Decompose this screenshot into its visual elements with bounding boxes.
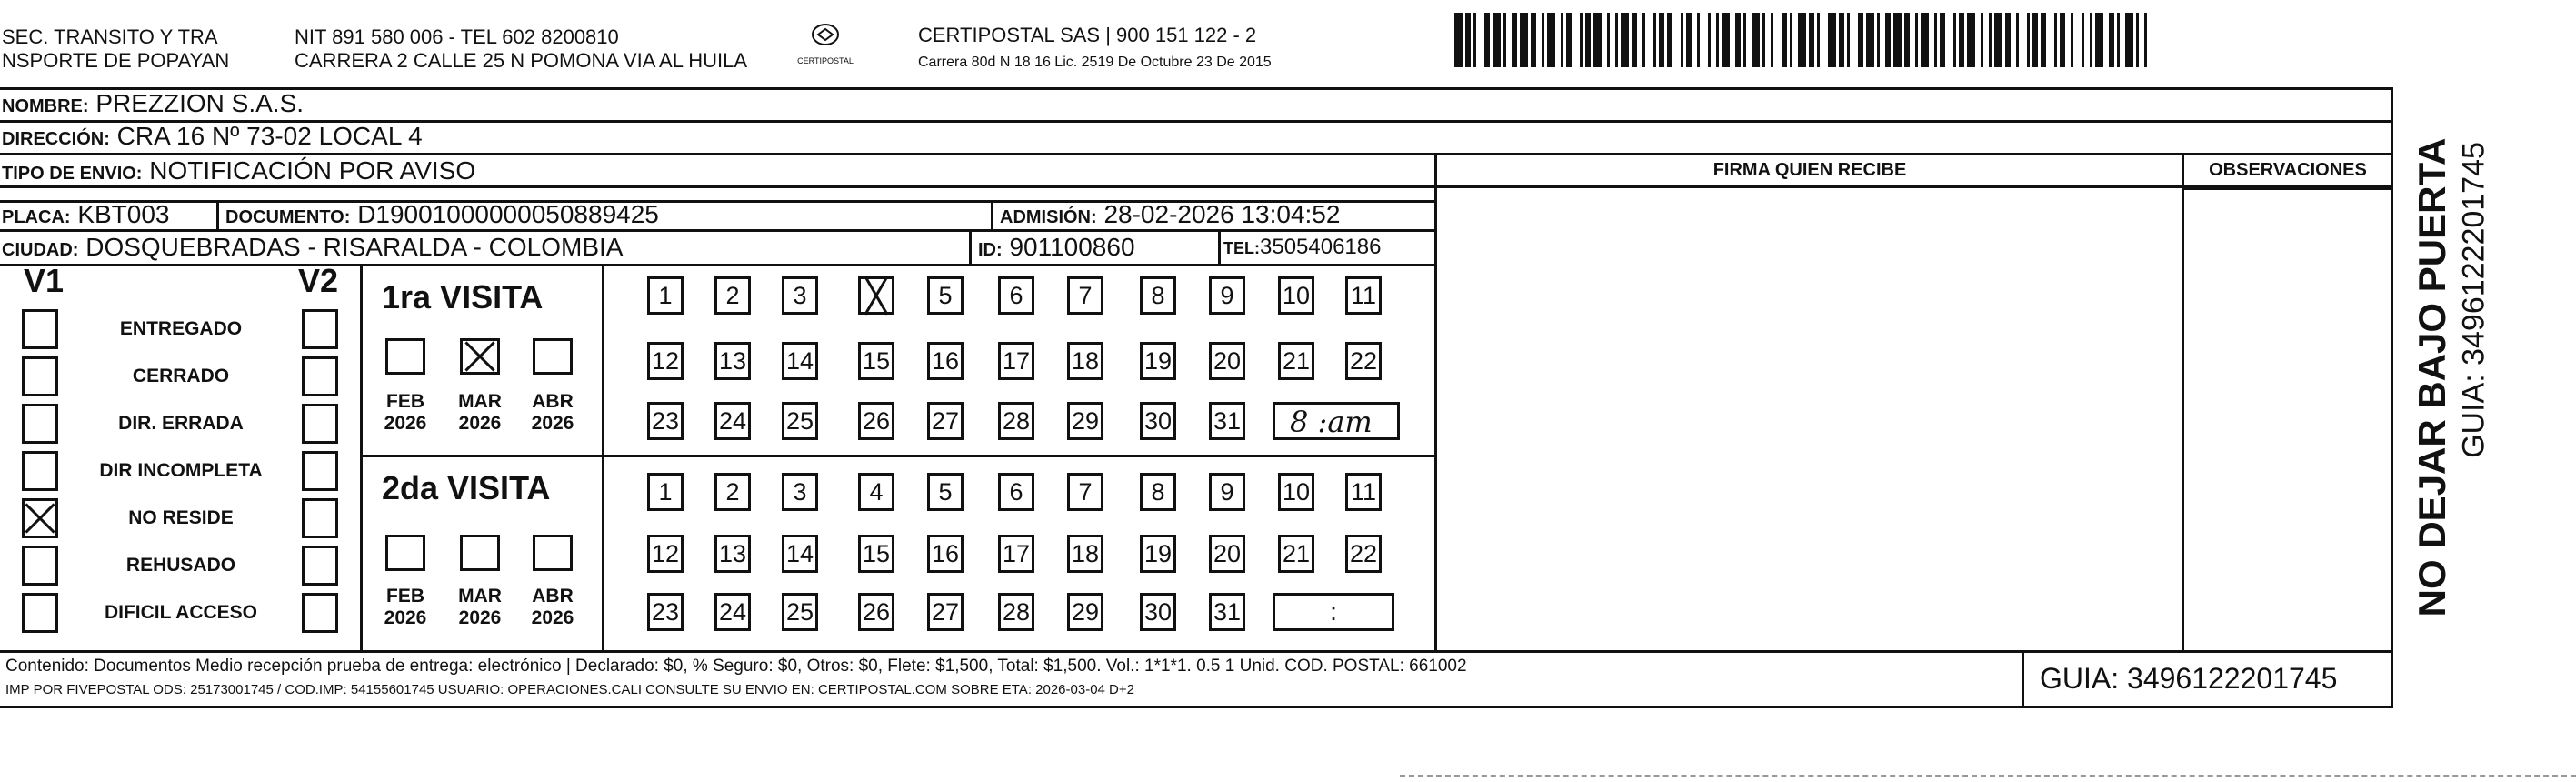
visit2-day-5[interactable]: 5 [927, 473, 964, 511]
visit-grid-left [602, 264, 604, 652]
nombre-value: PREZZION S.A.S. [95, 89, 305, 117]
v2-checkbox-0[interactable] [302, 309, 338, 349]
status-label: REHUSADO [125, 555, 236, 576]
v1-header: V1 [24, 262, 65, 299]
visit1-day-2[interactable]: 2 [714, 276, 751, 315]
carrier-name: CERTIPOSTAL SAS | 900 151 122 - 2 [918, 24, 1257, 46]
visit1-month-checkbox-mar[interactable] [460, 338, 500, 375]
visit1-day-15[interactable]: 15 [858, 342, 894, 380]
visit1-day-21[interactable]: 21 [1278, 342, 1314, 380]
documento-value: D19001000000050889425 [357, 200, 659, 228]
visit2-day-11[interactable]: 11 [1345, 473, 1382, 511]
sender-name-line1: SEC. TRANSITO Y TRA [2, 25, 218, 48]
visit1-time-box[interactable] [1273, 402, 1400, 440]
v1-checkbox-1[interactable] [22, 356, 58, 396]
guia-footer-divider [2022, 650, 2024, 707]
visit2-day-8[interactable]: 8 [1140, 473, 1176, 511]
visit1-month-checkbox-feb[interactable] [385, 338, 425, 375]
visit2-day-17[interactable]: 17 [998, 535, 1034, 573]
visit1-day-28[interactable]: 28 [998, 402, 1034, 440]
visit1-month-label [378, 391, 433, 435]
footer-guia: GUIA: 3496122201745 [2040, 662, 2338, 695]
visit2-day-18[interactable]: 18 [1067, 535, 1103, 573]
id-value: 901100860 [1009, 233, 1135, 261]
visit2-day-4[interactable]: 4 [858, 473, 894, 511]
ciudad-field [2, 233, 623, 265]
v2-checkbox-5[interactable] [302, 546, 338, 586]
direccion-label: DIRECCIÓN: [2, 129, 110, 149]
frame-bottom [0, 706, 2392, 708]
visit2-day-6[interactable]: 6 [998, 473, 1034, 511]
barcode [1454, 13, 2163, 67]
admision-label: ADMISIÓN: [1000, 207, 1097, 227]
frame-top [0, 87, 2392, 90]
visit2-day-29[interactable]: 29 [1067, 593, 1103, 631]
nombre-row [2, 89, 304, 121]
v2-checkbox-2[interactable] [302, 404, 338, 444]
visit1-day-1[interactable]: 1 [647, 276, 684, 315]
visit2-day-13[interactable]: 13 [714, 535, 751, 573]
visit1-month-checkbox-abr[interactable] [533, 338, 573, 375]
visit1-day-17[interactable]: 17 [998, 342, 1034, 380]
v2-checkbox-6[interactable] [302, 593, 338, 633]
visit1-day-30[interactable]: 30 [1140, 402, 1176, 440]
v1-checkbox-5[interactable] [22, 546, 58, 586]
visit2-day-28[interactable]: 28 [998, 593, 1034, 631]
visit2-time: : [1330, 597, 1337, 626]
month-year: 2026 [531, 607, 574, 628]
tel-value: 3505406186 [1260, 235, 1382, 259]
visit1-day-20[interactable]: 20 [1209, 342, 1245, 380]
firma-left [1434, 153, 1437, 652]
month-name: ABR [532, 391, 574, 412]
obs-header-line [2183, 187, 2392, 190]
visit1-day-12[interactable]: 12 [647, 342, 684, 380]
placa-value: KBT003 [77, 200, 170, 228]
status-label: DIR INCOMPLETA [99, 460, 263, 481]
visit2-day-3[interactable]: 3 [782, 473, 818, 511]
certipostal-logo [796, 18, 854, 73]
visit2-day-12[interactable]: 12 [647, 535, 684, 573]
visit1-day-4[interactable] [858, 276, 894, 315]
month-year: 2026 [384, 607, 427, 628]
visit2-day-10[interactable]: 10 [1278, 473, 1314, 511]
visit1-day-7[interactable]: 7 [1067, 276, 1103, 315]
visit2-day-14[interactable]: 14 [782, 535, 818, 573]
visit1-day-5[interactable]: 5 [927, 276, 964, 315]
visit1-month-label [525, 391, 580, 435]
status-label: ENTREGADO [119, 318, 243, 339]
month-name: FEB [386, 586, 424, 607]
visit1-day-18[interactable]: 18 [1067, 342, 1103, 380]
footer-print-info: IMP POR FIVEPOSTAL ODS: 25173001745 / COD.IMP: 54155601745 USUARIO: OPERACIONES.CALI CONSULTE SU ENVIO EN: CERTIPOSTAL.COM SOBRE ETA: 2026-03-04 D+2 [5, 682, 1134, 697]
month-year: 2026 [531, 413, 574, 434]
visit1-time: 8 :am [1290, 405, 1373, 439]
visit2-month-label [525, 586, 580, 629]
v1-checkbox-0[interactable] [22, 309, 58, 349]
month-year: 2026 [384, 413, 427, 434]
visit2-day-21[interactable]: 21 [1278, 535, 1314, 573]
v1-checkbox-3[interactable] [22, 451, 58, 491]
visit2-day-30[interactable]: 30 [1140, 593, 1176, 631]
firma-header: FIRMA QUIEN RECIBE [1712, 160, 1907, 180]
tipo-row [2, 156, 475, 188]
visit2-day-24[interactable]: 24 [714, 593, 751, 631]
direccion-value: CRA 16 Nº 73-02 LOCAL 4 [116, 122, 423, 150]
direccion-row [2, 122, 423, 154]
month-year: 2026 [458, 607, 502, 628]
status-label: NO RESIDE [128, 507, 234, 528]
carrier-license: Carrera 80d N 18 16 Lic. 2519 De Octubre 23 De 2015 [918, 55, 1272, 70]
month-name: MAR [458, 391, 502, 412]
visit1-day-23[interactable]: 23 [647, 402, 684, 440]
visit2-day-27[interactable]: 27 [927, 593, 964, 631]
sender-address: CARRERA 2 CALLE 25 N POMONA VIA AL HUILA [295, 49, 748, 72]
tipo-value: NOTIFICACIÓN POR AVISO [149, 156, 476, 185]
visit1-day-16[interactable]: 16 [927, 342, 964, 380]
month-name: MAR [458, 586, 502, 607]
visit1-day-24[interactable]: 24 [714, 402, 751, 440]
visit2-day-7[interactable]: 7 [1067, 473, 1103, 511]
observaciones-header: OBSERVACIONES [2209, 160, 2367, 180]
id-field [978, 233, 1135, 265]
visit1-day-6[interactable]: 6 [998, 276, 1034, 315]
status-label: DIR. ERRADA [118, 413, 244, 434]
v2-checkbox-1[interactable] [302, 356, 338, 396]
status-divider [360, 264, 363, 652]
id-divider [969, 229, 972, 266]
visit2-day-25[interactable]: 25 [782, 593, 818, 631]
side-warning: NO DEJAR BAJO PUERTA [2411, 137, 2453, 617]
month-name: FEB [386, 391, 424, 412]
month-year: 2026 [458, 413, 502, 434]
v1-checkbox-2[interactable] [22, 404, 58, 444]
visit2-day-2[interactable]: 2 [714, 473, 751, 511]
visit2-day-31[interactable]: 31 [1209, 593, 1245, 631]
ciudad-label: CIUDAD: [2, 240, 79, 260]
visit2-day-22[interactable]: 22 [1345, 535, 1382, 573]
v2-header: V2 [298, 262, 339, 299]
admision-field [1000, 200, 1340, 232]
svg-text:CERTIPOSTAL: CERTIPOSTAL [797, 56, 854, 65]
documento-field [225, 200, 659, 232]
visit2-title: 2da VISITA [382, 469, 551, 506]
visit1-day-19[interactable]: 19 [1140, 342, 1176, 380]
visit2-day-19[interactable]: 19 [1140, 535, 1176, 573]
status-label: CERRADO [132, 366, 230, 386]
frame-right [2391, 87, 2393, 708]
footer-contents: Contenido: Documentos Medio recepción prueba de entrega: electrónico | Declarado: $0, % Seguro: $0, Otros: $0, Flete: $1,500, Total: $1,500. Vol.: 1*1*1. 0.5 1 Unid. COD. POSTAL: 661002 [5, 657, 1467, 676]
tel-label: TEL: [1223, 239, 1260, 257]
v1-checkbox-6[interactable] [22, 593, 58, 633]
visit2-day-1[interactable]: 1 [647, 473, 684, 511]
visit1-day-25[interactable]: 25 [782, 402, 818, 440]
visit2-time-box[interactable] [1273, 593, 1394, 631]
visit1-month-label [453, 391, 507, 435]
visit2-month-checkbox-mar[interactable] [460, 535, 500, 571]
side-guia: GUIA: 3496122201745 [2456, 142, 2491, 458]
ciudad-value: DOSQUEBRADAS - RISARALDA - COLOMBIA [85, 233, 624, 261]
visit1-title: 1ra VISITA [382, 278, 544, 316]
visit2-day-23[interactable]: 23 [647, 593, 684, 631]
visit-divider [360, 455, 1436, 457]
visit1-day-8[interactable]: 8 [1140, 276, 1176, 315]
visit1-day-22[interactable]: 22 [1345, 342, 1382, 380]
visit1-day-14[interactable]: 14 [782, 342, 818, 380]
visit2-month-checkbox-feb[interactable] [385, 535, 425, 571]
admision-value: 28-02-2026 13:04:52 [1103, 200, 1341, 228]
visit1-day-11[interactable]: 11 [1345, 276, 1382, 315]
visit2-day-9[interactable]: 9 [1209, 473, 1245, 511]
sender-nit: NIT 891 580 006 - TEL 602 8200810 [295, 25, 619, 48]
visit1-day-10[interactable]: 10 [1278, 276, 1314, 315]
tel-field [1223, 233, 1381, 263]
visit2-month-label [453, 586, 507, 629]
placa-divider [216, 200, 219, 231]
visit1-day-27[interactable]: 27 [927, 402, 964, 440]
visit1-day-29[interactable]: 29 [1067, 402, 1103, 440]
placa-label: PLACA: [2, 207, 71, 227]
month-name: ABR [532, 586, 574, 607]
visit2-day-20[interactable]: 20 [1209, 535, 1245, 573]
visit1-day-26[interactable]: 26 [858, 402, 894, 440]
visit1-day-9[interactable]: 9 [1209, 276, 1245, 315]
admision-divider [991, 200, 993, 231]
nombre-label: NOMBRE: [2, 96, 89, 116]
visit2-month-label [378, 586, 433, 629]
v2-checkbox-4[interactable] [302, 498, 338, 538]
visit1-day-31[interactable]: 31 [1209, 402, 1245, 440]
status-label: DIFICIL ACCESO [104, 602, 257, 623]
visit1-day-3[interactable]: 3 [782, 276, 818, 315]
visit1-day-13[interactable]: 13 [714, 342, 751, 380]
visit2-month-checkbox-abr[interactable] [533, 535, 573, 571]
placa-field [2, 200, 170, 232]
tipo-label: TIPO DE ENVIO: [2, 164, 143, 184]
tel-divider [1218, 229, 1221, 266]
cut-line [1400, 775, 2576, 777]
visit2-day-26[interactable]: 26 [858, 593, 894, 631]
v2-checkbox-3[interactable] [302, 451, 338, 491]
visit2-day-16[interactable]: 16 [927, 535, 964, 573]
v1-checkbox-4[interactable] [22, 498, 58, 538]
id-label: ID: [978, 240, 1003, 260]
visit2-day-15[interactable]: 15 [858, 535, 894, 573]
obs-left [2182, 153, 2184, 652]
sender-name-line2: NSPORTE DE POPAYAN [2, 49, 230, 72]
frame-bottom-body [0, 650, 2392, 653]
documento-label: DOCUMENTO: [225, 207, 351, 227]
